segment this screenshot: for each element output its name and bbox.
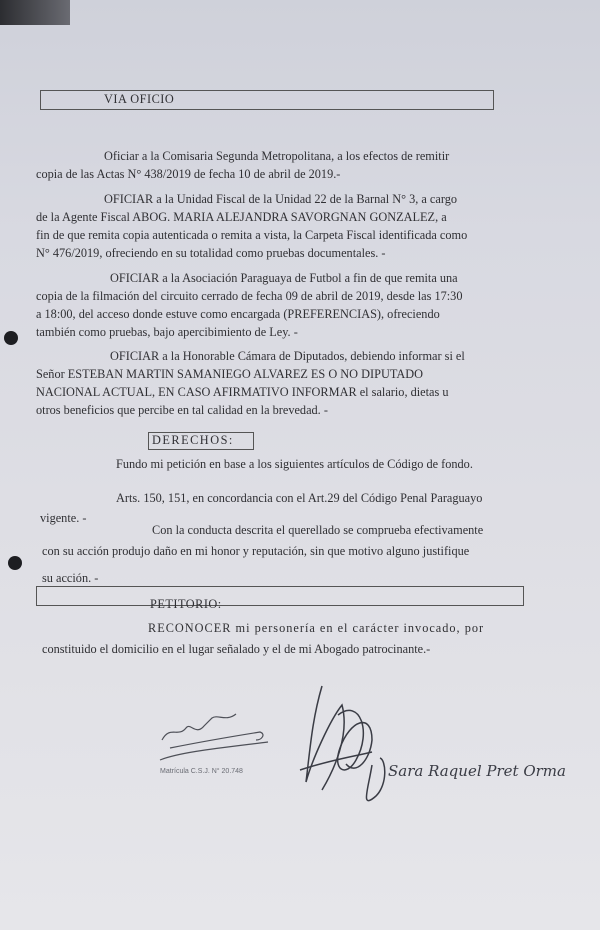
oficio-apf-line3: a 18:00, del acceso donde estuve como encargada (PREFERENCIAS), ofreciendo xyxy=(36,307,440,321)
oficio-comisaria-line2: copia de las Actas N° 438/2019 de fecha 10 de abril de 2019.- xyxy=(36,167,341,181)
oficio-comisaria-line1: Oficiar a la Comisaria Segunda Metropolitana, a los efectos de remitir xyxy=(104,149,450,163)
oficio-apf-line1: OFICIAR a la Asociación Paraguaya de Futbol a fin de que remita una xyxy=(110,271,458,285)
via-oficio-heading: VIA OFICIO xyxy=(104,92,175,106)
left-stamp-text: Matrícula C.S.J. N° 20.748 xyxy=(160,768,243,775)
derechos-arts-line2: vigente. - xyxy=(40,511,87,525)
derechos-arts-line1: Arts. 150, 151, en concordancia con el Art.29 del Código Penal Paraguayo xyxy=(116,491,483,505)
oficio-diputados-line3: NACIONAL ACTUAL, EN CASO AFIRMATIVO INFORMAR el salario, dietas u xyxy=(36,385,449,399)
oficio-apf-line2: copia de la filmación del circuito cerrado de fecha 09 de abril de 2019, desde las 17:30 xyxy=(36,289,463,303)
right-signature-text: Sara Raquel Pret Orma xyxy=(388,762,566,780)
oficio-fiscal-line4: N° 476/2019, ofreciendo en su totalidad como pruebas documentales. - xyxy=(36,246,386,260)
oficio-fiscal-line1: OFICIAR a la Unidad Fiscal de la Unidad 22 de la Barnal N° 3, a cargo xyxy=(104,192,458,206)
oficio-apf-line4: también como pruebas, bajo apercibimiento de Ley. - xyxy=(36,325,298,339)
petitorio-line1: RECONOCER mi personería en el carácter invocado, por xyxy=(148,621,485,635)
derechos-conducta-line2: con su acción produjo daño en mi honor y reputación, sin que motivo alguno justifique xyxy=(42,544,470,558)
derechos-conducta-line3: su acción. - xyxy=(42,571,99,585)
derechos-conducta-line1: Con la conducta descrita el querellado se comprueba efectivamente xyxy=(152,523,484,537)
petitorio-heading: PETITORIO: xyxy=(150,597,222,611)
left-signature-stamp xyxy=(160,714,268,775)
oficio-diputados-line1: OFICIAR a la Honorable Cámara de Diputados, debiendo informar si el xyxy=(110,349,465,363)
oficio-fiscal-line2: de la Agente Fiscal ABOG. MARIA ALEJANDRA SAVORGNAN GONZALEZ, a xyxy=(36,210,447,224)
petitorio-line2: constituido el domicilio en el lugar señalado y el de mi Abogado patrocinante.- xyxy=(42,642,431,656)
right-signature xyxy=(300,686,566,801)
oficio-fiscal-line3: fin de que remita copia autenticada o remita a vista, la Carpeta Fiscal identificada como xyxy=(36,228,468,242)
oficio-diputados-line4: otros beneficios que percibe en tal calidad en la brevedad. - xyxy=(36,403,328,417)
oficio-diputados-line2: Señor ESTEBAN MARTIN SAMANIEGO ALVAREZ ES O NO DIPUTADO xyxy=(36,367,424,381)
derechos-fundamento: Fundo mi petición en base a los siguientes artículos de Código de fondo. xyxy=(116,457,473,471)
derechos-heading: DERECHOS: xyxy=(152,433,234,447)
